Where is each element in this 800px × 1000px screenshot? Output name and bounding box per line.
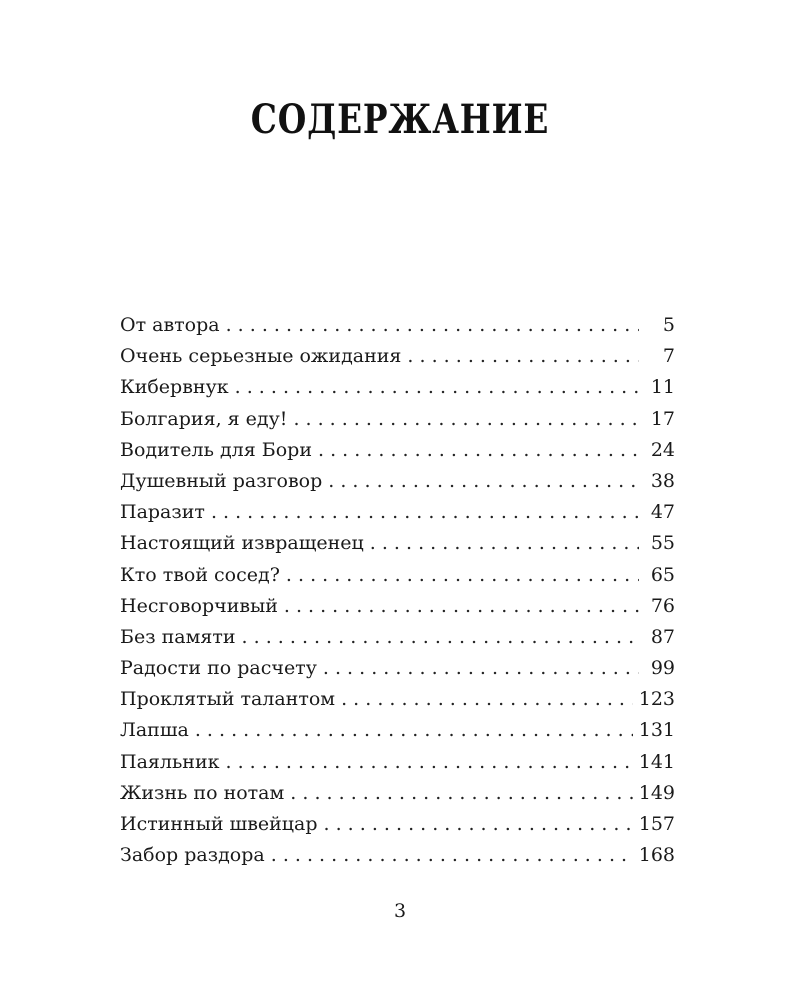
dot-leader	[286, 564, 639, 586]
toc-entry-title: Очень серьезные ожидания	[120, 345, 402, 368]
toc-entry-title: Паяльник	[120, 750, 220, 773]
toc-entry	[120, 688, 675, 719]
toc-entry-title: Несговорчивый	[120, 594, 278, 617]
toc-entry-page: 76	[650, 594, 675, 617]
dot-leader	[284, 595, 639, 617]
toc-entry-page: 65	[650, 563, 675, 586]
toc-entry-title: Кибервнук	[120, 376, 229, 399]
toc-entry	[120, 813, 675, 844]
dot-leader	[293, 408, 639, 430]
toc-entry-page: 11	[650, 376, 675, 399]
toc-entry-page: 168	[638, 844, 675, 867]
toc-entry-title: Водитель для Бори	[120, 438, 312, 461]
table-of-contents	[120, 314, 675, 875]
dot-leader	[226, 751, 633, 773]
toc-entry	[120, 657, 675, 688]
toc-entry-page: 123	[638, 688, 675, 711]
dot-leader	[235, 376, 639, 398]
dot-leader	[195, 719, 633, 741]
toc-entry-title: Жизнь по нотам	[120, 781, 285, 804]
toc-entry-title: От автора	[120, 314, 220, 336]
toc-entry	[120, 376, 675, 407]
dot-leader	[318, 439, 639, 461]
toc-entry-title: Кто твой сосед?	[120, 563, 280, 586]
toc-entry-page: 99	[650, 657, 675, 680]
toc-entry-page: 149	[638, 781, 675, 804]
toc-entry-title: Истинный швейцар	[120, 813, 318, 835]
dot-leader	[226, 314, 639, 336]
toc-entry-title: Душевный разговор	[120, 469, 323, 492]
toc-entry	[120, 408, 675, 439]
dot-leader	[271, 844, 633, 866]
toc-entry-page: 131	[638, 719, 675, 742]
dot-leader	[290, 782, 632, 804]
toc-entry-page: 55	[650, 532, 675, 555]
dot-leader	[407, 345, 639, 367]
toc-entry	[120, 626, 675, 657]
toc-entry	[120, 345, 675, 376]
toc-entry	[120, 501, 675, 532]
toc-entry-page: 5	[662, 314, 675, 336]
dot-leader	[242, 626, 639, 648]
toc-entry	[120, 439, 675, 470]
toc-entry-title: Радости по расчету	[120, 657, 317, 680]
dot-leader	[328, 470, 639, 492]
page-title: СОДЕРЖАНИЕ	[250, 96, 550, 143]
toc-entry	[120, 595, 675, 626]
dot-leader	[211, 501, 639, 523]
toc-entry	[120, 719, 675, 750]
toc-entry-page: 87	[650, 625, 675, 648]
toc-entry-title: Паразит	[120, 501, 205, 524]
toc-entry	[120, 844, 675, 875]
toc-entry	[120, 532, 675, 563]
toc-entry-title: Забор раздора	[120, 844, 265, 867]
toc-entry-page: 7	[662, 345, 675, 368]
toc-entry-page: 24	[650, 438, 675, 461]
toc-entry	[120, 470, 675, 501]
toc-entry-title: Настоящий извращенец	[120, 532, 364, 555]
toc-entry-title: Без памяти	[120, 625, 236, 648]
toc-entry-page: 141	[638, 750, 675, 773]
toc-entry	[120, 564, 675, 595]
toc-entry	[120, 782, 675, 813]
dot-leader	[323, 657, 639, 679]
toc-entry-title: Лапша	[120, 719, 189, 742]
toc-entry-title: Болгария, я еду!	[120, 407, 288, 430]
toc-entry-page: 47	[650, 501, 675, 524]
toc-entry-page: 17	[650, 407, 675, 430]
toc-entry-page: 38	[650, 469, 675, 492]
toc-entry-title: Проклятый талантом	[120, 688, 336, 711]
toc-entry-page: 157	[638, 813, 675, 835]
dot-leader	[324, 813, 633, 835]
page-number: 3	[393, 900, 407, 922]
dot-leader	[370, 532, 639, 554]
toc-entry	[120, 751, 675, 782]
dot-leader	[341, 688, 633, 710]
toc-entry	[120, 314, 675, 345]
